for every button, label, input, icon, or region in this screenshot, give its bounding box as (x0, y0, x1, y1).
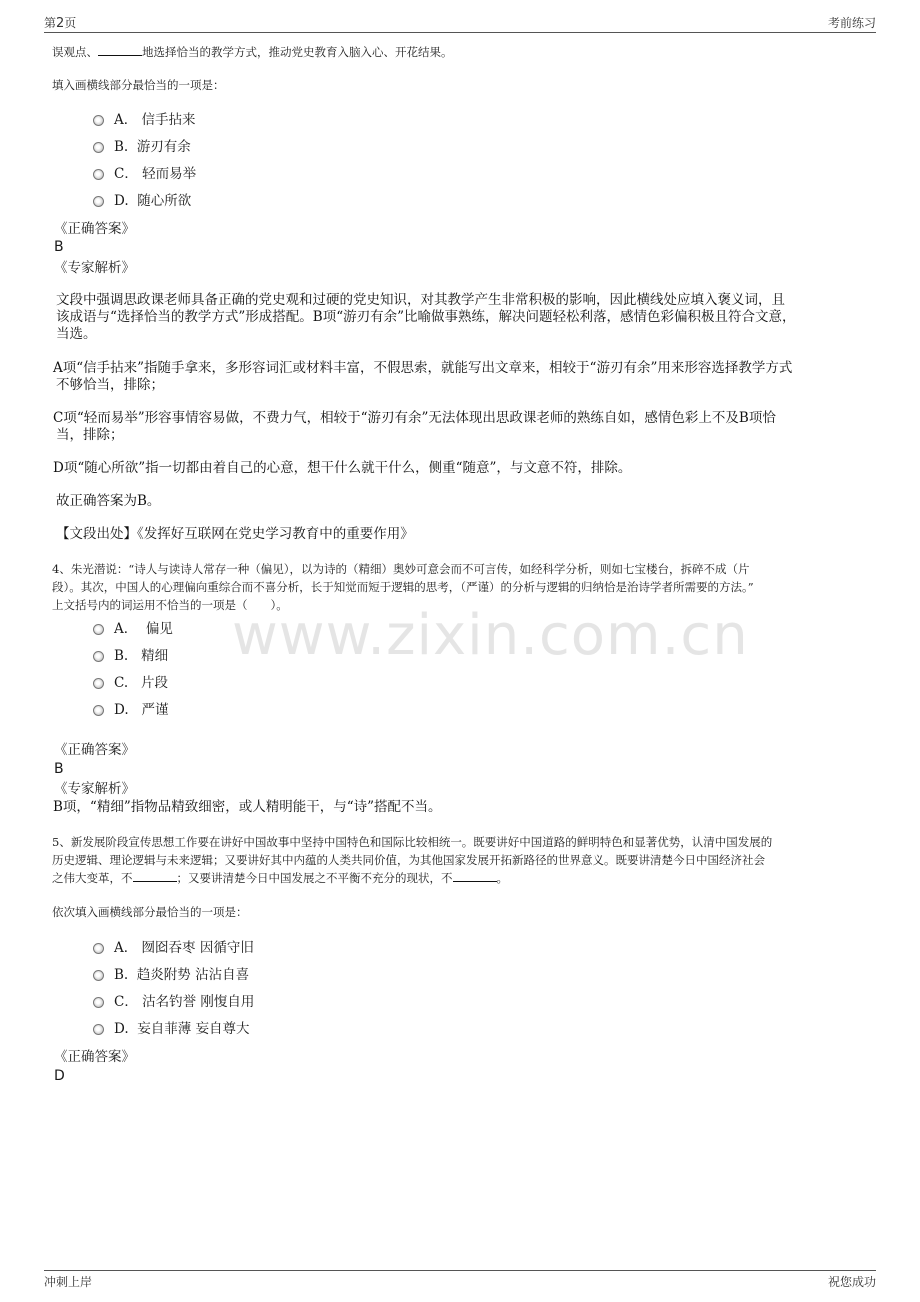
q5-stem-line: 历史逻辑、理论逻辑与未来逻辑；又要讲好其中内蕴的人类共同价值，为其他国家发展开拓新路径的世界意义。既要讲清楚今日中国经济社会 (52, 853, 765, 867)
q3-conclusion: 故正确答案为B。 (56, 493, 161, 509)
page-number: 第2页 (44, 16, 77, 31)
q5-prompt: 依次填入画横线部分最恰当的一项是： (52, 905, 248, 919)
q3-analysis-title: 《专家解析》 (54, 260, 135, 276)
radio-icon[interactable] (93, 705, 104, 716)
radio-icon[interactable] (93, 678, 104, 689)
q4-analysis: B项，“精细”指物品精致细密，或人精明能干，与“诗”搭配不当。 (53, 799, 442, 815)
q3-answer: B (54, 239, 64, 255)
q5-blank-2 (453, 869, 497, 882)
radio-icon[interactable] (93, 651, 104, 662)
q4-analysis-title: 《专家解析》 (54, 781, 135, 797)
radio-icon[interactable] (93, 1024, 104, 1035)
q5-answer: D (54, 1068, 65, 1084)
radio-icon[interactable] (93, 943, 104, 954)
q3-analysis-line: 该成语与“选择恰当的教学方式”形成搭配。B项“游刃有余”比喻做事熟练，解决问题轻松利落，感情色彩偏积极且符合文意， (56, 309, 796, 325)
radio-icon[interactable] (93, 169, 104, 180)
q4-stem-line: 4、朱光潜说：“诗人与读诗人常存一种（偏见），以为诗的（精细）奥妙可意会而不可言传，如经科学分析，则如七宝楼台，拆碎不成（片 (52, 562, 750, 576)
header-label: 考前练习 (827, 16, 876, 30)
page-header (44, 14, 876, 33)
radio-icon[interactable] (93, 196, 104, 207)
q3-analysis-line: 当，排除； (56, 427, 124, 443)
q3-analysis-line: A项“信手拈来”指随手拿来，多形容词汇或材料丰富，不假思索，就能写出文章来，相较于“游刃有余”用来形容选择教学方式 (53, 360, 793, 376)
q5-blank-1 (133, 869, 177, 882)
radio-icon[interactable] (93, 115, 104, 126)
q3-stem: 误观点、 地选择恰当的教学方式，推动党史教育入脑入心、开花结果。 (52, 45, 453, 59)
q3-blank (98, 43, 142, 56)
q3-analysis-line: 文段中强调思政课老师具备正确的党史观和过硬的党史知识，对其教学产生非常积极的影响，因此横线处应填入褒义词，且 (56, 292, 785, 308)
q4-stem-line: 段）。其次，中国人的心理偏向重综合而不喜分析，长于知觉而短于逻辑的思考，（严谨）的分析与逻辑的归纳恰是治诗学者所需要的方法。” (52, 580, 754, 594)
footer-right: 祝您成功 (827, 1275, 876, 1289)
radio-icon[interactable] (93, 997, 104, 1008)
q3-analysis-line: 不够恰当，排除； (56, 377, 164, 393)
q3-answer-title: 《正确答案》 (54, 221, 135, 237)
q3-prompt: 填入画横线部分最恰当的一项是： (52, 78, 225, 92)
radio-icon[interactable] (93, 970, 104, 981)
radio-icon[interactable] (93, 142, 104, 153)
watermark: www.zixin.com.cn (232, 603, 749, 668)
q5-answer-title: 《正确答案》 (54, 1049, 135, 1065)
q3-analysis-line: D项“随心所欲”指一切都由着自己的心意，想干什么就干什么，侧重“随意”，与文意不符，排除。 (53, 460, 632, 476)
q3-analysis-line: C项“轻而易举”形容事情容易做，不费力气，相较于“游刃有余”无法体现出思政课老师的熟练自如，感情色彩上不及B项恰 (53, 410, 776, 426)
q5-stem-line: 之伟大变革，不 ；又要讲清楚今日中国发展之不平衡不充分的现状，不 。 (52, 871, 508, 885)
radio-icon[interactable] (93, 624, 104, 635)
q5-stem-line: 5、新发展阶段宣传思想工作要在讲好中国故事中坚持中国特色和国际比较相统一。既要讲好中国道路的鲜明特色和显著优势，认清中国发展的 (52, 835, 773, 849)
q4-stem-line: 上文括号内的词运用不恰当的一项是（ ）。 (52, 598, 288, 612)
q3-source: 【文段出处】《发挥好互联网在党史学习教育中的重要作用》 (56, 526, 414, 542)
footer-left: 冲刺上岸 (44, 1275, 93, 1289)
page-footer (44, 1270, 876, 1291)
q4-answer: B (54, 761, 64, 777)
q3-analysis-line: 当选。 (56, 326, 97, 342)
q4-answer-title: 《正确答案》 (54, 742, 135, 758)
